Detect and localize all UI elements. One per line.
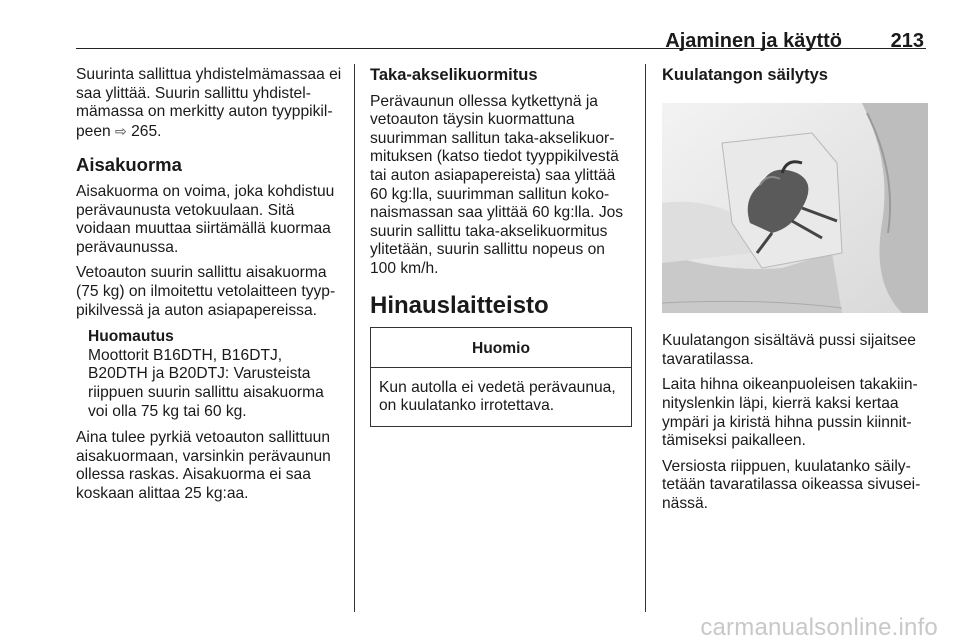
caution-title: Huomio [371,328,631,368]
heading-taka-akselikuormitus: Taka-akselikuormitus [370,66,538,84]
arrow-ref-icon: ⇨ [115,122,127,139]
paragraph: Vetoauton suurin sallittu aisakuorma (75 kg) on ilmoitettu vetolaitteen tyyp-pikilvessä ja auton asiapapereissa. [76,264,336,319]
heading-aisakuorma: Aisakuorma [76,154,182,176]
paragraph: Laita hihna oikeanpuoleisen takakiin-nityslenkin läpi, kierrä kaksi kertaa ympäri ja kiristä hihna pussin kiinnit-tämiseksi paikalleen. [662,376,918,450]
watermark: carmanualsonline.info [700,614,938,641]
section-title: Ajaminen ja käyttö [665,30,842,52]
heading-kuulatangon-sailytys: Kuulatangon säilytys [662,66,828,84]
column-left [76,66,342,510]
paragraph: Versiosta riippuen, kuulatanko säily-tetään tavaratilassa oikeassa sivusei-nässä. [662,457,921,512]
column-divider [354,64,355,612]
page-number: 213 [890,30,924,52]
note-title: Huomautus [88,328,174,346]
note-block [88,328,342,421]
heading-hinauslaitteisto: Hinauslaitteisto [370,291,549,319]
column-middle [370,66,632,427]
caution-text: Kun autolla ei vedetä perävaunua, on kuulatanko irrotettava. [379,378,616,415]
paragraph: Perävaunun ollessa kytkettynä ja vetoauton täysin kuormattuna suurimman sallitun taka-akselikuor-mituksen (katso tiedot tyyppikilvestä tai auton asiapapereista) saa ylittää 60 kg:lla, suurimman sallitun koko-naismassan saa ylittää 60 kg:lla. Jos suurin sallittu taka-akselikuormitus ylitetään, suurin sallittu nopeus on 100 km/h. [370,92,624,277]
page-reference[interactable]: 265. [131,122,162,140]
paragraph: Aina tulee pyrkiä vetoauton sallittuun aisakuormaan, varsinkin perävaunun ollessa raskas. Aisakuorma ei saa koskaan alittaa 25 kg:aa. [76,429,331,502]
caution-box [370,327,632,427]
intro-paragraph: Suurinta sallittua yhdistelmämassaa ei saa ylittää. Suurin sallittu yhdistel-mämassa on merkitty auton tyyppikil-peen ⇨ 265. [76,66,342,140]
note-text: Moottorit B16DTH, B16DTJ, B20DTH ja B20DTJ: Varusteista riippuen suurin sallittu aisakuorma voi olla 75 kg tai 60 kg. [88,346,324,420]
paragraph: Kuulatangon sisältävä pussi sijaitsee tavaratilassa. [662,332,916,368]
column-divider [645,64,646,612]
towbar-bag-photo [662,103,928,313]
paragraph: Aisakuorma on voima, joka kohdistuu perävaunusta vetokuulaan. Sitä voidaan muuttaa siirtämällä kuormaa perävaunussa. [76,182,335,256]
page-header [76,12,926,52]
column-right [662,66,928,521]
